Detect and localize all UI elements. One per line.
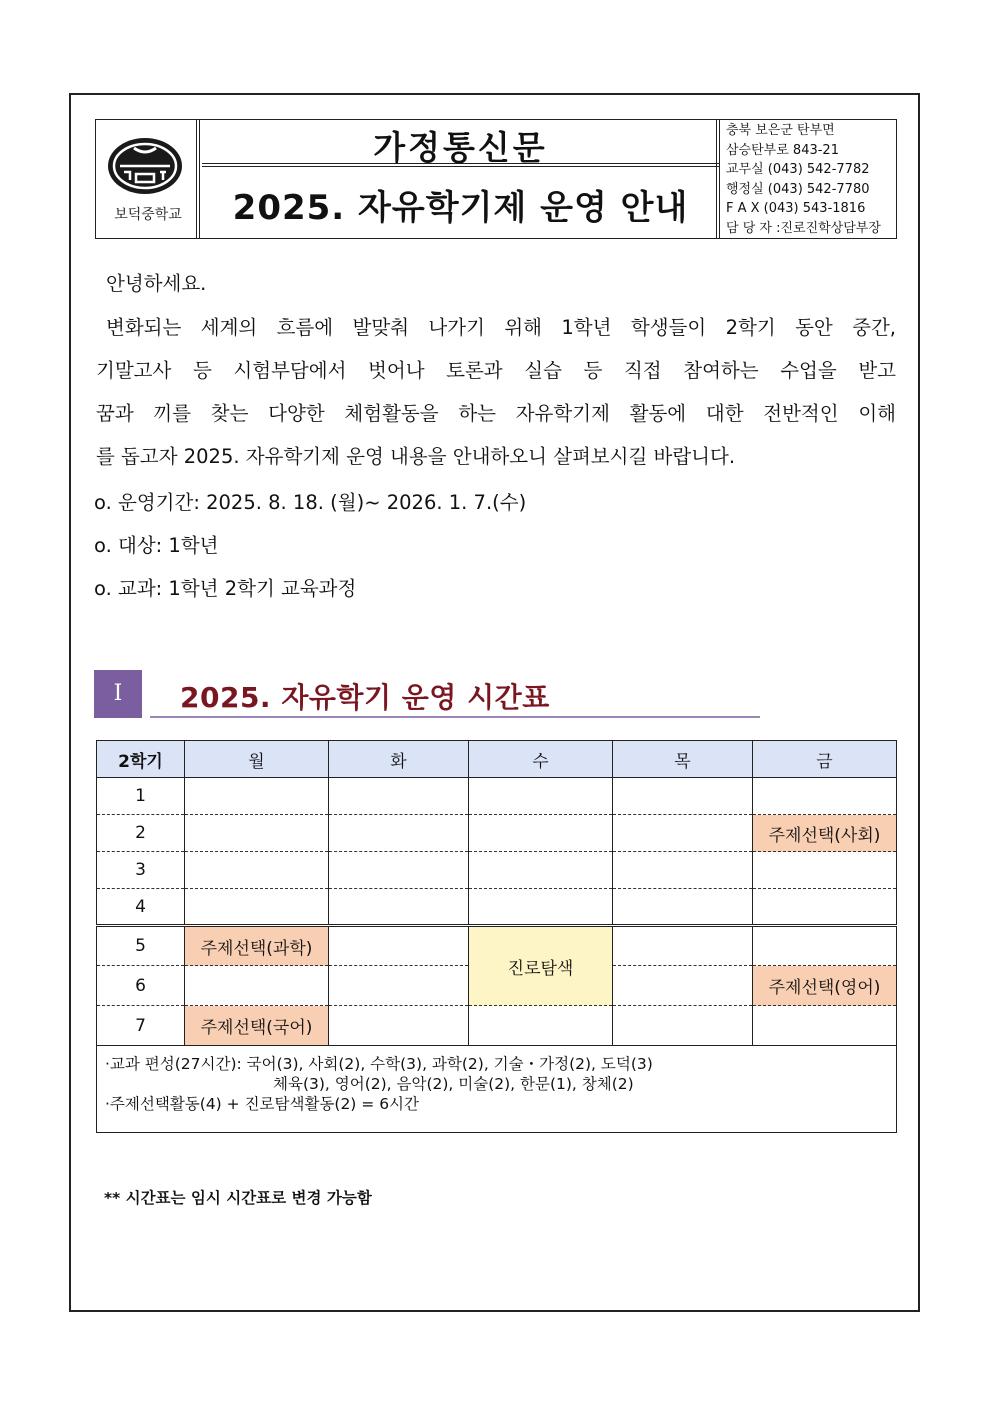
paragraph-line: 변화되는 세계의 흐름에 발맞춰 나가기 위해 1학년 학생들이 2학기 동안 중간, [106,316,896,339]
table-row [97,926,897,966]
class-cell-fri-6: 주제선택(영어) [753,966,897,1006]
paragraph-line: 를 돕고자 2025. 자유학기제 운영 내용을 안내하오니 살펴보시길 바랍니다. [96,445,736,468]
school-emblem-icon [106,136,184,196]
contact-line: 교무실 (043) 542-7782 [726,162,870,178]
contact-line: 행정실 (043) 542-7780 [726,181,870,197]
school-name: 보덕중학교 [114,207,182,223]
bullet-period: o. 운영기간: 2025. 8. 18. (월)~ 2026. 1. 7.(수) [94,491,527,514]
class-cell-wed-5-6: 진로탐색 [469,926,613,1006]
contact-line: F A X (043) 543-1816 [726,201,866,217]
header-thu: 목 [613,741,753,778]
contact-line: 삼승탄부로 843-21 [726,142,839,158]
paragraph-line: 기말고사 등 시험부담에서 벗어나 토론과 실습 등 직접 참여하는 수업을 받고 [96,359,896,382]
note-line: ·주제선택활동(4) + 진로탐색활동(2) = 6시간 [105,1095,420,1113]
letter-subtitle: 2025. 자유학기제 운영 안내 [232,188,689,228]
table-row [97,889,897,926]
class-cell-mon-7: 주제선택(국어) [185,1006,329,1046]
timetable [96,740,897,1133]
contact-info [726,121,896,239]
header-fri: 금 [753,741,897,778]
section-number-badge: I [94,670,142,718]
title-cell [202,120,720,238]
section-underline [150,716,760,718]
letter-header [95,119,897,239]
table-row [97,852,897,889]
class-cell-fri-2: 주제선택(사회) [753,815,897,852]
table-row [97,815,897,852]
letter-title: 가정통신문 [373,128,548,167]
bullet-target: o. 대상: 1학년 [94,534,219,557]
paragraph-line: 꿈과 끼를 찾는 다양한 체험활동을 하는 자유학기제 활동에 대한 전반적인 이해 [96,402,896,425]
intro-paragraph [96,306,896,478]
greeting: 안녕하세요. [106,272,207,295]
period-number: 1 [97,778,185,815]
note-line: ·교과 편성(27시간): 국어(3), 사회(2), 수학(3), 과학(2), 기술・가정(2), 도덕(3) [105,1055,653,1073]
header-mon: 월 [185,741,329,778]
period-number: 5 [97,926,185,966]
period-number: 2 [97,815,185,852]
period-number: 3 [97,852,185,889]
contact-line: 담 당 자 :진로진학상담부장 [726,220,881,236]
contact-line: 충북 보은군 탄부면 [726,123,835,138]
table-row [97,1006,897,1046]
header-wed: 수 [469,741,613,778]
header-semester: 2학기 [97,741,185,778]
logo-cell [96,120,200,238]
period-number: 6 [97,966,185,1006]
header-tue: 화 [329,741,469,778]
timetable-notes-row [97,1046,897,1133]
section-title: 2025. 자유학기 운영 시간표 [180,681,550,714]
period-number: 7 [97,1006,185,1046]
timetable-header-row [97,741,897,778]
bullet-subject: o. 교과: 1학년 2학기 교육과정 [94,577,357,600]
period-number: 4 [97,889,185,926]
timetable-notes [97,1046,897,1133]
class-cell-mon-5: 주제선택(과학) [185,926,329,966]
table-row [97,778,897,815]
note-line: 체육(3), 영어(2), 음악(2), 미술(2), 한문(1), 창체(2) [273,1075,634,1093]
footnote: ** 시간표는 임시 시간표로 변경 가능함 [104,1189,372,1207]
